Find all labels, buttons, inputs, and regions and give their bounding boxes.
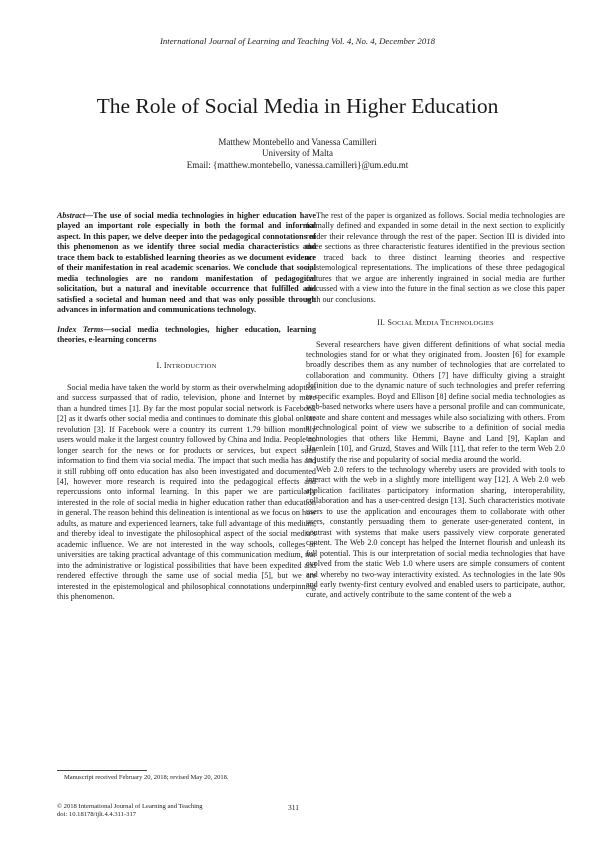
section-heading-introduction: I. INTRODUCTION xyxy=(156,361,217,371)
footnote-rule xyxy=(57,770,147,771)
copyright-line: © 2018 International Journal of Learning and Teaching xyxy=(57,803,203,810)
author-names: Matthew Montebello and Vanessa Camilleri xyxy=(218,137,377,147)
introduction-paragraph: Social media have taken the world by storm as their overwhelming adoption and success surpassed that of radio, television, phone and Internet by more than a hundred times [1]. By far the most popular social network is Facebook [2] as it dwarfs other social media and continues to dominate this global online revolution [3]. If Facebook were a country its current 1.79 billion monthly users would make it the largest country followed by China and India. People no longer search for the news or for products or services, but expect such information to find them via social media. The impact that such media has and it still rubbing off onto education has also been investigated and documented [4], however more research is required into the pedagogical effects and repercussions onto informal learning. In this paper we are particularly interested in the role of social media in higher education rather than education in general. The reason behind this delineation is intentional as we focus on how adults, as mature and experienced learners, take full advantage of this medium, and thereby ideal to investigate the philosophical aspect of the social media’s academic influence. We are not interested in the way schools, colleges or universities are taking practical advantage of this communication medium, nor into the administrative or logistical possibilities that have been expedited and rendered effective through the same use of social media [5], but we are interested in the epistemological and philosophical connotations underpinning this phenomenon. xyxy=(57,382,316,601)
left-column xyxy=(57,211,316,602)
index-terms xyxy=(57,325,316,346)
section-number: I. xyxy=(156,361,162,371)
section-number: II. xyxy=(377,318,386,328)
copyright-block xyxy=(57,803,203,819)
footnote: Manuscript received February 20, 2018; revised May 20, 2018. xyxy=(64,774,229,781)
journal-header: International Journal of Learning and Teaching Vol. 4, No. 4, December 2018 xyxy=(159,36,436,46)
author-email: Email: {matthew.montebello, vanessa.camilleri}@um.edu.mt xyxy=(186,159,409,170)
paper-title: The Role of Social Media in Higher Education xyxy=(96,94,499,118)
web20-paragraph: Web 2.0 refers to the technology whereby users are provided with tools to interact with the web in a slightly more intelligent way [12]. A Web 2.0 web application facilitates participatory information sharing, interoperability, collaboration and has a user-centred design [13]. Such characteristics motivate users to use the application and encourages them to collaborate with other users, constantly persuading them to generate user-generated content, in contrast with systems that make users passively view corporate generated content. The Web 2.0 concept has helped the Internet flourish and unleash its full potential. This is our interpretation of social media technologies that have evolved from the static Web 1.0 where users are simple consumers of content and whereby no two-way interactivity existed. As technologies in the late 90s and early twenty-first century evolved and enabled users to participate, author, curate, and actively contribute to the same content of the web a xyxy=(306,464,565,600)
abstract-label: Abstract xyxy=(57,211,85,220)
index-terms-label: Index Terms xyxy=(57,324,104,334)
right-column xyxy=(306,211,565,601)
author-block xyxy=(0,137,595,171)
index-terms-text: —social media technologies, higher education, learning theories, e-learning concerns xyxy=(57,324,317,344)
definitions-paragraph: Several researchers have given different definitions of what social media technologies stand for or what they originated from. Joosten [6] for example broadly describes them as any number of technologies that are correlated to collaboration and community. Others [7] have difficulty giving a straight definition due to the dynamic nature of such technologies and prefer referring to specific examples. Boyd and Ellison [8] define social media technologies as web-based networks where users have a personal profile and can communicate, create and share content and messages while also socializing with others. From a technological point of view we subscribe to a definition of social media technologies that others like Hemmi, Bayne and Land [9], Kaplan and Haenlein [10], and Gruzd, Staves and Wilk [11], that refer to the term Web 2.0 to justify the rise and popularity of social media around the world. xyxy=(306,339,565,464)
doi-line: doi: 10.18178/ijlt.4.4.311-317 xyxy=(57,811,137,819)
page-number: 311 xyxy=(288,803,299,812)
section-heading-social-media: II. SOCIAL MEDIA TECHNOLOGIES xyxy=(377,318,494,328)
abstract xyxy=(57,211,316,316)
paper-outline-paragraph: The rest of the paper is organized as follows. Social media technologies are formally defined and expanded in some detail in the next section to explicitly render their relevance through the rest of the paper. Section III is divided into three sections as three characteristic features identified in the previous section are traced back to three distinct learning theories and respective epistemological representations. The implications of these three pedagogical features that we argue are inherently ingrained in social media are further discussed with a view into the future in the final section as we close this paper with our conclusions. xyxy=(306,211,565,304)
author-affiliation: University of Malta xyxy=(262,148,333,159)
abstract-text: —The use of social media technologies in higher education have played an important role especially in both the formal and informal aspect. In this paper, we delve deeper into the pedagogical connotations of this phenomenon as we identify three social media characteristics and trace them back to established learning theories as we document evidence of their manifestation in real academic scenarios. We conclude that social media technologies are no random manifestation of pedagogical solicitation, but a natural and inevitable occurrence that fulfilled and satisfied a societal and human need and that was only possible through advances in information and communications technology. xyxy=(57,211,316,315)
